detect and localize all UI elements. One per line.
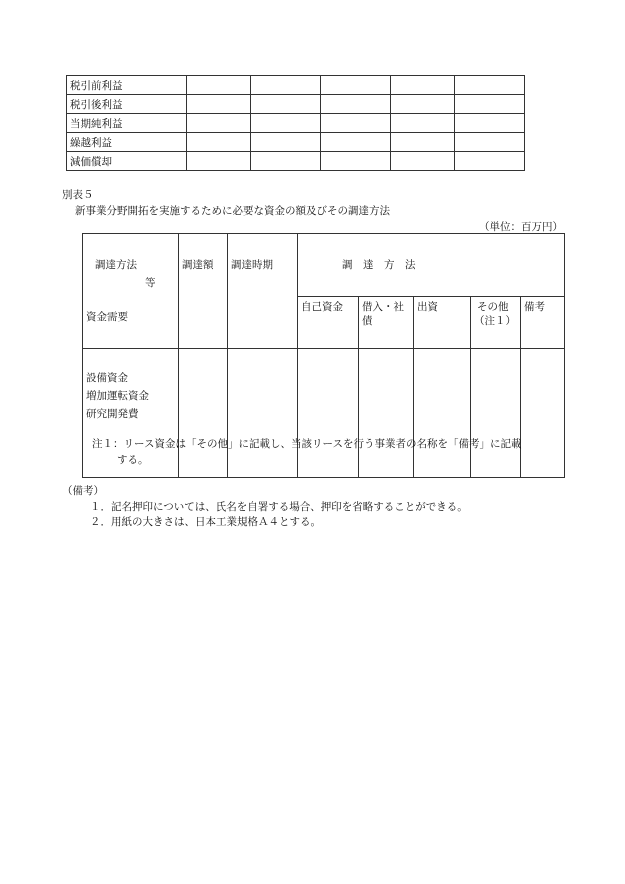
note-1-line-2: する。 xyxy=(117,454,149,466)
table-row xyxy=(67,114,525,133)
amount-header: 調達額 xyxy=(179,234,228,349)
own-funds-header: 自己資金 xyxy=(298,297,359,349)
need-item: 研究開発費 xyxy=(86,408,139,420)
corner-top-label: 調達方法 xyxy=(95,259,137,271)
corner-cell xyxy=(83,234,179,349)
row-label: 税引後利益 xyxy=(67,95,187,114)
investment-header: 出資 xyxy=(414,297,471,349)
table-row xyxy=(67,152,525,171)
need-item: 設備資金 xyxy=(86,372,128,384)
profit-table xyxy=(66,75,525,171)
row-label: 減価償却 xyxy=(67,152,187,171)
remarks-header: 備考 xyxy=(521,297,565,349)
corner-bottom-label: 資金需要 xyxy=(86,311,128,323)
method-header: 調 達 方 法 xyxy=(298,234,565,297)
needs-row xyxy=(83,349,565,478)
remarks-heading: （備考） xyxy=(62,485,104,497)
note-1-line-1: 注１：リース資金は「その他」に記載し、当該リースを行う事業者の名称を「備考」に記載 xyxy=(92,438,522,450)
remarks-item: ２．用紙の大きさは、日本工業規格Ａ４とする。 xyxy=(90,516,321,528)
row-label: 当期純利益 xyxy=(67,114,187,133)
corner-mid-label: 等 xyxy=(145,277,156,289)
header-row xyxy=(83,234,565,297)
need-item: 増加運転資金 xyxy=(86,390,149,402)
table-row xyxy=(67,76,525,95)
unit-label: （単位：百万円） xyxy=(479,221,563,233)
table-row xyxy=(67,95,525,114)
other-header: その他 （注１） xyxy=(471,297,521,349)
borrowing-header: 借入・社 債 xyxy=(359,297,414,349)
appendix-title: 新事業分野開拓を実施するために必要な資金の額及びその調達方法 xyxy=(75,205,390,217)
row-label: 税引前利益 xyxy=(67,76,187,95)
remarks-item: １．記名押印については、氏名を自署する場合、押印を省略することができる。 xyxy=(90,501,468,513)
timing-header: 調達時期 xyxy=(228,234,298,349)
appendix-number: 別表５ xyxy=(62,189,94,201)
row-label: 繰越利益 xyxy=(67,133,187,152)
table-row xyxy=(67,133,525,152)
